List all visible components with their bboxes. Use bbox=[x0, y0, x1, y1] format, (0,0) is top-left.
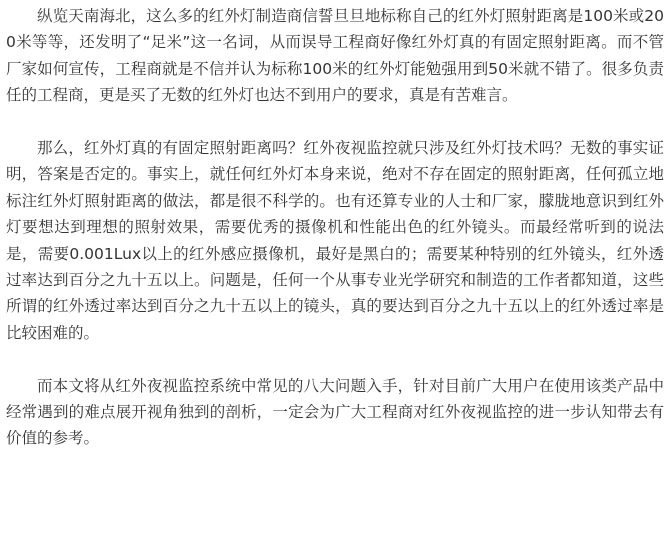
paragraph-conclusion: 而本文将从红外夜视监控系统中常见的八大问题入手，针对目前广大用户在使用该类产品中经常遇到的难点展开视角独到的剖析，一定会为广大工程商对红外夜视监控的进一步认知带去有价值的参考。 bbox=[6, 376, 664, 448]
paragraph-intro: 纵览天南海北，这么多的红外灯制造商信誓旦旦地标称自己的红外灯照射距离是100米或200米等等，还发明了“足米”这一名词，从而误导工程商好像红外灯真的有固定照射距离。而不管厂家如何宣传，工程商就是不信并认为标称100米的红外灯能勉强用到50米就不错了。很多负责任的工程商，更是买了无数的红外灯也达不到用户的要求，真是有苦难言。 bbox=[6, 7, 664, 105]
article-body bbox=[6, 3, 664, 452]
paragraph-analysis: 那么，红外灯真的有固定照射距离吗？红外夜视监控就只涉及红外灯技术吗？无数的事实证明，答案是否定的。事实上，就任何红外灯本身来说，绝对不存在固定的照射距离，任何孤立地标注红外灯照射距离的做法，都是很不科学的。也有还算专业的人士和厂家，朦胧地意识到红外灯要想达到理想的照射效果，需要优秀的摄像机和性能出色的红外镜头。而最经常听到的说法是，需要0.001Lux以上的红外感应摄像机，最好是黑白的；需要某种特别的红外镜头，红外透过率达到百分之九十五以上。问题是，任何一个从事专业光学研究和制造的工作者都知道，这些所谓的红外透过率达到百分之九十五以上的镜头，真的要达到百分之九十五以上的红外透过率是比较困难的。 bbox=[6, 139, 664, 342]
